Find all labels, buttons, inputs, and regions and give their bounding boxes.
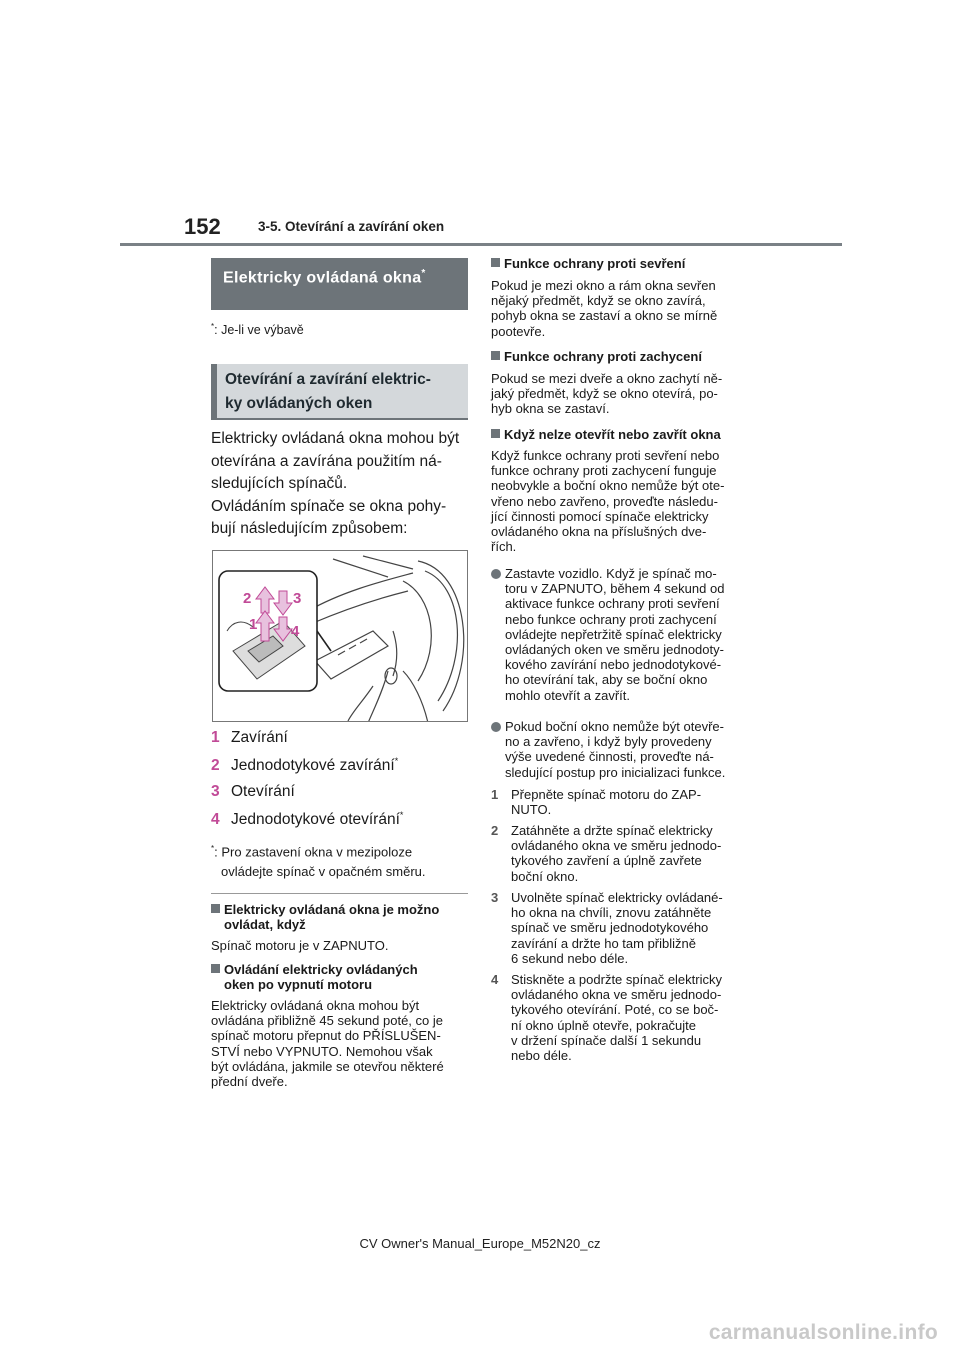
body-line: spínač motoru přepnut do PŘÍSLUŠEN- (211, 1028, 441, 1044)
body-line: být ovládána, jakmile se otevřou některé (211, 1058, 444, 1074)
body-line: zavírání a držte ho tam přibližně (511, 935, 696, 951)
body-line: Když funkce ochrany proti sevření nebo (491, 448, 720, 463)
body-cannot-open-close (491, 448, 759, 554)
list-item-asterisk: * (399, 810, 404, 820)
footnote-stop-line2: ovládejte spínač v opačném směru. (221, 864, 426, 880)
subsection-banner-line1: Otevírání a zavírání elektric- (225, 371, 431, 388)
body-line: ovládána přibližně 45 sekund poté, co je (211, 1013, 443, 1029)
subhead-line: ovládat, když (224, 917, 306, 932)
footnote-asterisk: * (211, 322, 215, 331)
body-line: nebo déle. (511, 1048, 572, 1064)
subsection-banner-underline (211, 418, 468, 420)
footnote-equipment (211, 322, 304, 337)
section-title: 3-5. Otevírání a zavírání oken (258, 219, 445, 234)
body-line: v držení spínače další 1 sekundu (511, 1032, 702, 1048)
body-line: ovládaného okna na příslušných dve- (491, 524, 707, 540)
body-line: tykového otevírání. Poté, co se boč- (511, 1002, 719, 1018)
body-line: kového zavírání nebo jednodotykové- (505, 657, 722, 673)
square-bullet-icon (491, 429, 500, 438)
banner-power-windows (211, 258, 468, 310)
body-line: ovládaných oken ve směru jednodoty- (505, 642, 724, 658)
subhead-line: Funkce ochrany proti sevření (504, 256, 686, 271)
body-line: toru v ZAPNUTO, během 4 sekund od (505, 581, 725, 597)
step-item (491, 823, 759, 884)
subhead-catch-protection (491, 349, 759, 364)
step-number: 2 (491, 823, 499, 838)
square-bullet-icon (491, 351, 500, 360)
body-line: pootevře. (491, 323, 546, 339)
window-switch-illustration (212, 550, 468, 722)
subhead-line: oken po vypnutí motoru (224, 977, 373, 992)
body-line: Elektricky ovládaná okna mohou být (211, 998, 420, 1013)
page-number: 152 (184, 214, 221, 239)
body-line: Pokud je mezi okno a rám okna sevřen (491, 278, 716, 293)
list-item-number: 3 (211, 783, 220, 800)
figure-label-1: 1 (249, 616, 258, 633)
body-line: hyb okna se zastaví. (491, 401, 610, 417)
body-line: STVÍ nebo VYPNUTO. Nemohou však (211, 1043, 433, 1059)
square-bullet-icon (211, 904, 220, 913)
body-line: NUTO. (511, 802, 552, 818)
window-switch-drawing (213, 551, 468, 722)
step-number: 4 (491, 972, 499, 987)
subhead-line: Když nelze otevřít nebo zavřít okna (504, 427, 721, 442)
body-line: Pokud boční okno nemůže být otevře- (505, 719, 724, 734)
figure-label-3: 3 (293, 590, 302, 607)
body-catch-protection (491, 371, 759, 417)
body-line: aktivace funkce ochrany proti sevření (505, 596, 720, 612)
list-item-label: Zavírání (231, 729, 288, 746)
body-when-operable: Spínač motoru je v ZAPNUTO. (211, 938, 389, 953)
body-jam-protection (491, 278, 759, 339)
body-line: no a zavřeno, i když byly provedeny (505, 734, 712, 750)
list-item-number: 2 (211, 757, 220, 775)
bullet-initialize (491, 719, 759, 780)
subsection-banner-line2: ky ovládaných oken (225, 395, 373, 412)
body-line: sledující postup pro inicializaci funkce. (505, 764, 726, 780)
list-item-label: Otevírání (231, 783, 295, 800)
footnote-asterisk: * (211, 844, 215, 853)
subhead-line: Funkce ochrany proti zachycení (504, 349, 702, 364)
intro-line: sledujících spínačů. (211, 475, 348, 492)
subhead-line: Elektricky ovládaná okna je možno (224, 902, 440, 917)
body-line: mohlo otevřít a zavřít. (505, 687, 630, 703)
header-rule (120, 243, 842, 246)
square-bullet-icon (491, 258, 500, 267)
banner-power-windows-title: Elektricky ovládaná okna (223, 269, 422, 287)
footnote-equipment-text: : Je-li ve výbavě (214, 323, 304, 338)
body-line: Zastavte vozidlo. Když je spínač mo- (505, 566, 717, 581)
body-line: Zatáhněte a držte spínač elektricky (511, 823, 713, 838)
footnote-stop (211, 839, 473, 882)
body-line: Uvolněte spínač elektricky ovládané- (511, 890, 723, 905)
body-line: Stiskněte a podržte spínač elektricky (511, 972, 722, 987)
body-line: pohyb okna se zastaví a okno se mírně (491, 308, 718, 324)
subsection-banner (211, 364, 468, 420)
list-item (211, 783, 295, 801)
body-line: ní okno úplně otevře, pokračujte (511, 1017, 697, 1033)
body-line: neobvykle a boční okno nemůže být ote- (491, 478, 725, 494)
body-line: spínač ve směru jednodotykového (511, 920, 709, 936)
watermark: carmanualsonline.info (708, 1321, 938, 1344)
body-line: Pokud se mezi dveře a okno zachytí ně- (491, 371, 723, 386)
list-item-number: 4 (211, 811, 220, 829)
body-line: boční okno. (511, 868, 579, 884)
body-line: výše uvedené činnosti, proveďte ná- (505, 749, 714, 765)
list-item (211, 810, 403, 829)
body-line: ovládaného okna ve směru jednodo- (511, 987, 722, 1003)
body-line: funkce ochrany proti zachycení funguje (491, 463, 717, 479)
body-after-engine-off (211, 998, 479, 1089)
intro-line: Ovládáním spínače se okna pohy- (211, 497, 447, 515)
body-line: jaký předmět, když se okno otevírá, po- (491, 386, 718, 402)
subhead-jam-protection (491, 256, 759, 271)
body-line: nebo funkce ochrany proti zachycení (505, 611, 717, 627)
subhead-after-engine-off (211, 962, 473, 992)
list-item (211, 756, 398, 775)
body-line: jící činnosti pomocí spínače elektricky (491, 508, 709, 524)
bullet-stop-vehicle (491, 566, 759, 703)
step-item (491, 787, 759, 817)
intro-line: Elektricky ovládaná okna mohou být (211, 430, 460, 447)
intro-paragraph (211, 428, 473, 541)
footer-text: CV Owner's Manual_Europe_M52N20_cz (359, 1236, 601, 1251)
list-item-label: Jednodotykové otevírání (231, 811, 400, 829)
body-line: řích. (491, 539, 517, 555)
body-line: 6 sekund nebo déle. (511, 950, 629, 966)
intro-line: bují následujícím způsobem: (211, 520, 408, 537)
body-line: vřeno nebo zavřeno, proveďte následu- (491, 493, 718, 509)
subhead-when-operable (211, 902, 473, 932)
body-line: přední dveře. (211, 1074, 288, 1090)
list-item (211, 729, 288, 747)
body-line: tykového zavření a úplně zavřete (511, 853, 702, 869)
step-item (491, 972, 759, 1063)
subhead-line: Ovládání elektricky ovládaných (224, 962, 418, 977)
body-line: ovládaného okna ve směru jednodo- (511, 838, 722, 854)
subhead-cannot-open-close (491, 427, 759, 442)
step-item (491, 890, 759, 966)
banner-asterisk: * (421, 268, 426, 279)
body-line: Přepněte spínač motoru do ZAP- (511, 787, 702, 802)
section-divider (211, 893, 468, 894)
round-bullet-icon (491, 722, 501, 732)
round-bullet-icon (491, 569, 501, 579)
body-line: ovládejte nepřetržitě spínač elektricky (505, 626, 722, 642)
body-line: nějaký předmět, když se okno zavírá, (491, 293, 706, 309)
body-line: ho okna na chvíli, znovu zatáhněte (511, 905, 712, 921)
footnote-stop-line1: : Pro zastavení okna v mezipoloze (214, 844, 413, 860)
list-item-number: 1 (211, 729, 220, 746)
intro-line: otevírána a zavírána použitím ná- (211, 452, 442, 470)
figure-label-4: 4 (291, 623, 300, 640)
list-item-asterisk: * (394, 756, 399, 766)
figure-label-2: 2 (243, 590, 252, 607)
step-number: 3 (491, 890, 499, 905)
square-bullet-icon (211, 964, 220, 973)
list-item-label: Jednodotykové zavírání (231, 757, 395, 775)
body-line: ho otevírání tak, aby se boční okno (505, 672, 708, 688)
step-number: 1 (491, 787, 499, 802)
